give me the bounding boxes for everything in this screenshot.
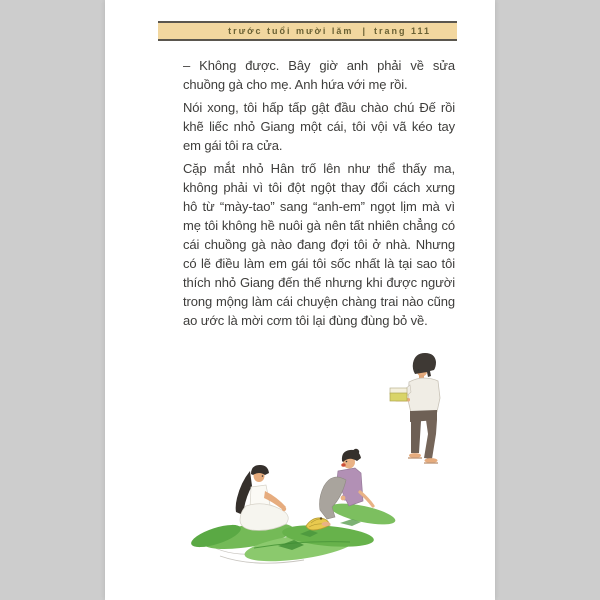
book-page [105, 0, 495, 600]
chapter-title: trước tuổi mười lăm [228, 26, 354, 36]
paragraph: Cặp mắt nhỏ Hân trố lên như thể thấy ma, không phải vì tôi đột ngột thay đổi cách xưng hô từ “mày-tao” sang “anh-em” ngọt lịm mà vì mẹ tôi không hề nuôi gà nên tất nhiên chẳng có cái chuồng gà nào đang đợi tôi ở nhà. Nhưng có lẽ điều làm em gái tôi sốc nhất là tại sao tôi thích nhỏ Giang đến thế nhưng khi được người trong mộng làm cái chuyện chàng trai nào cũng ao ước là mời cơm tôi lại đùng đùng bỏ về. [183, 161, 455, 328]
illustration [150, 340, 470, 570]
page-header [158, 21, 457, 41]
seated-girl [236, 465, 289, 530]
header-separator: | [362, 26, 365, 36]
page-number: trang 111 [373, 26, 431, 36]
page-body [183, 56, 455, 334]
paragraph-dialogue: – Không được. Bây giờ anh phải về sửa chuồng gà cho mẹ. Anh hứa với mẹ rồi. [183, 58, 455, 92]
paragraph: Nói xong, tôi hấp tấp gật đầu chào chú Đế rồi khẽ liếc nhỏ Giang một cái, tôi vội vã kéo tay em gái tôi ra cửa. [183, 100, 455, 153]
standing-boy [390, 353, 440, 463]
banana-leaves [189, 499, 397, 566]
